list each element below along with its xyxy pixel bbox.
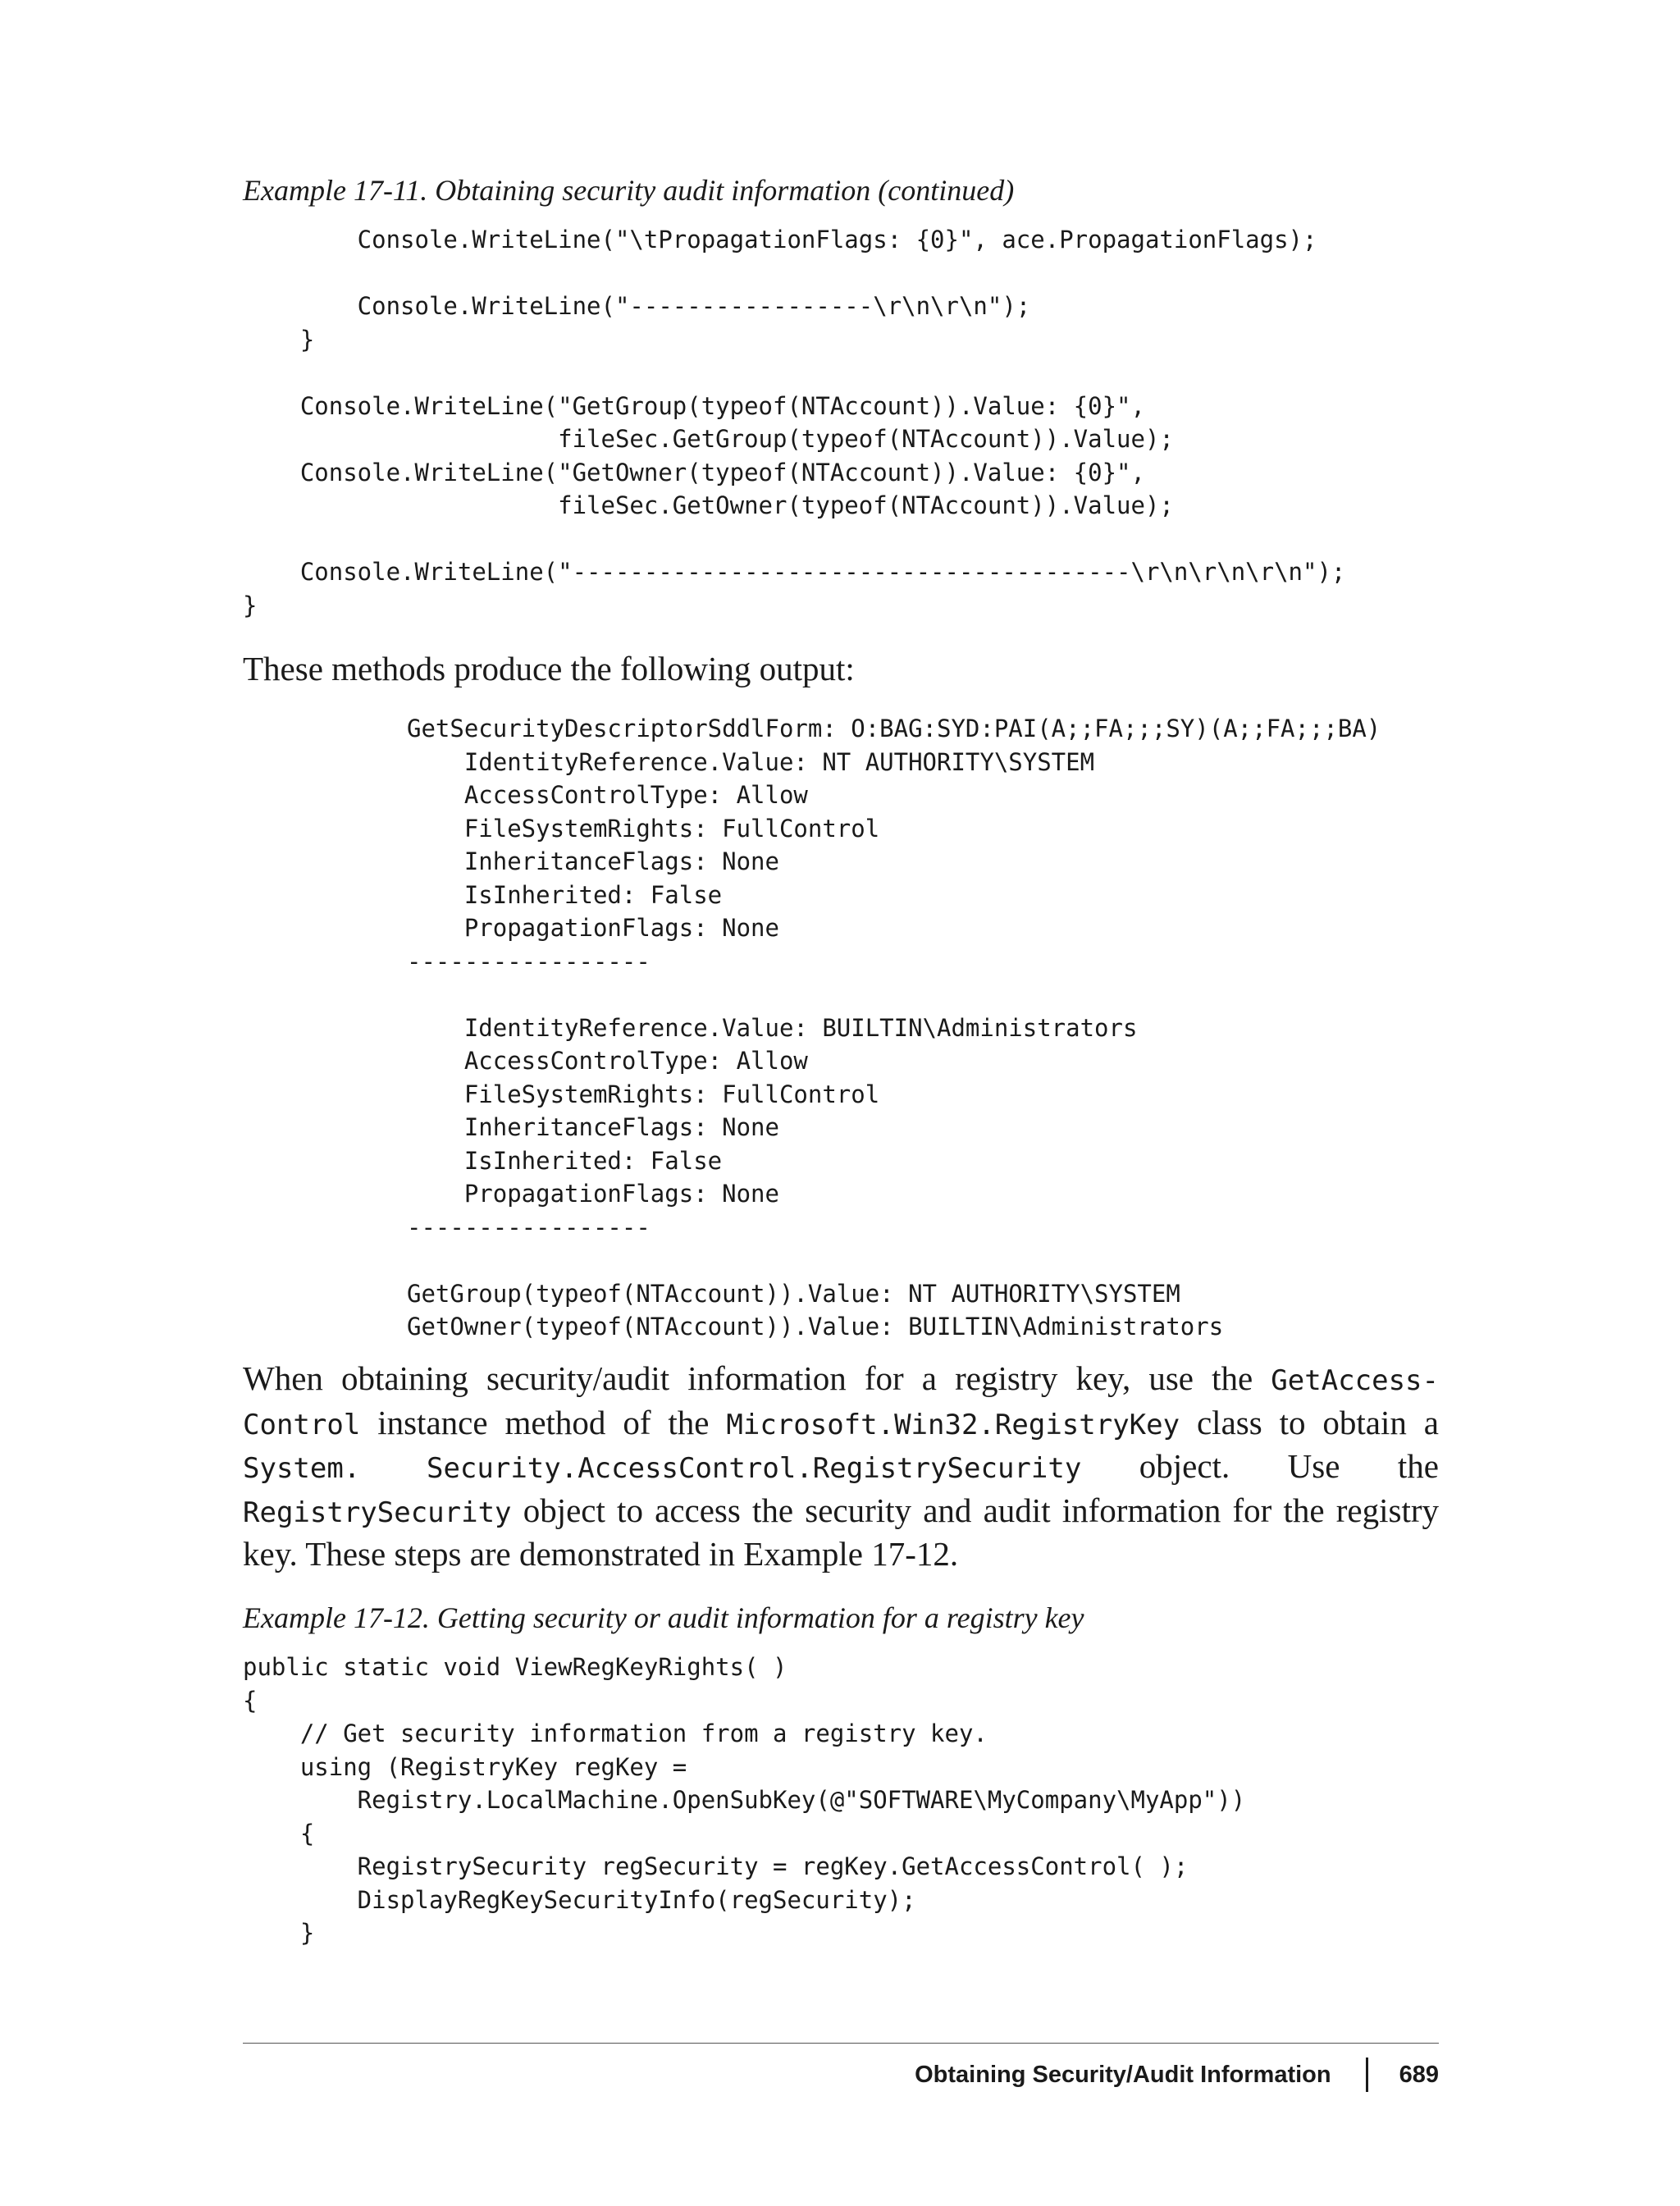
code-line: }: [243, 325, 315, 354]
inline-code: RegistrySecurity: [243, 1496, 512, 1529]
output-line: InheritanceFlags: None: [407, 1113, 779, 1141]
paragraph-text: object. Use the: [1081, 1447, 1440, 1485]
example-17-11-code: [243, 223, 1345, 622]
code-line: // Get security information from a registry key.: [243, 1720, 988, 1747]
inline-code: System. Security.AccessControl.RegistrySecurity: [243, 1452, 1082, 1485]
code-line: Registry.LocalMachine.OpenSubKey(@"SOFTWARE\MyCompany\MyApp")): [243, 1786, 1246, 1814]
code-line: }: [243, 591, 258, 619]
intro-paragraph: These methods produce the following output:: [243, 650, 855, 687]
inline-code: Microsoft.Win32.RegistryKey: [726, 1408, 1180, 1441]
code-line: DisplayRegKeySecurityInfo(regSecurity);: [243, 1885, 916, 1914]
code-line: public static void ViewRegKeyRights( ): [243, 1653, 788, 1681]
output-line: AccessControlType: Allow: [407, 781, 808, 809]
output-line: -----------------: [407, 1213, 651, 1241]
output-line: IsInherited: False: [407, 880, 723, 909]
code-line: {: [243, 1819, 315, 1847]
code-line: fileSec.GetOwner(typeof(NTAccount)).Value);: [243, 491, 1174, 519]
registry-paragraph: [243, 1358, 1439, 1575]
code-line: RegistrySecurity regSecurity = regKey.GetAccessControl( );: [243, 1852, 1189, 1880]
output-line: GetSecurityDescriptorSddlForm: O:BAG:SYD:PAI(A;;FA;;;SY)(A;;FA;;;BA): [407, 715, 1381, 742]
code-line: Console.WriteLine("\tPropagationFlags: {0}", ace.PropagationFlags);: [243, 226, 1317, 253]
paragraph-text: When obtaining security/audit information for a registry key, use the: [243, 1359, 1271, 1397]
output-line: PropagationFlags: None: [407, 914, 779, 942]
paragraph-text: class to obtain a: [1180, 1403, 1439, 1441]
output-line: GetGroup(typeof(NTAccount)).Value: NT AUTHORITY\SYSTEM: [407, 1279, 1180, 1308]
output-line: FileSystemRights: FullControl: [407, 814, 880, 843]
page-footer: [915, 2058, 1439, 2092]
output-line: AccessControlType: Allow: [407, 1047, 808, 1075]
code-line: using (RegistryKey regKey =: [243, 1752, 687, 1781]
output-line: GetOwner(typeof(NTAccount)).Value: BUILTIN\Administrators: [407, 1313, 1224, 1340]
output-line: FileSystemRights: FullControl: [407, 1080, 880, 1108]
output-line: -----------------: [407, 947, 651, 975]
code-line: fileSec.GetGroup(typeof(NTAccount)).Value);: [243, 425, 1174, 453]
code-line: Console.WriteLine("GetGroup(typeof(NTAccount)).Value: {0}",: [243, 391, 1145, 420]
output-line: IdentityReference.Value: NT AUTHORITY\SYSTEM: [407, 747, 1095, 776]
output-line: InheritanceFlags: None: [407, 847, 779, 875]
code-line: Console.WriteLine("---------------------------------------\r\n\r\n\r\n");: [243, 558, 1346, 586]
output-line: IdentityReference.Value: BUILTIN\Administrators: [407, 1013, 1138, 1042]
footer-rule: [243, 2043, 1439, 2044]
paragraph-text: instance method of the: [360, 1403, 727, 1441]
footer-section-title: Obtaining Security/Audit Information: [915, 2062, 1331, 2088]
example-17-12-caption: Example 17-12. Getting security or audit information for a registry key: [243, 1601, 1084, 1634]
footer-separator: [1366, 2058, 1368, 2092]
inline-code: GetAccess-Control: [243, 1364, 1439, 1441]
code-line: Console.WriteLine("-----------------\r\n\r\n");: [243, 292, 1031, 320]
output-line: IsInherited: False: [407, 1146, 723, 1175]
code-line: {: [243, 1686, 258, 1715]
program-output: [407, 712, 1381, 1344]
example-17-11-caption: Example 17-11. Obtaining security audit information (continued): [243, 174, 1015, 207]
example-17-12-code: [243, 1651, 1245, 1950]
code-line: }: [243, 1919, 315, 1947]
code-line: Console.WriteLine("GetOwner(typeof(NTAccount)).Value: {0}",: [243, 458, 1145, 486]
output-line: PropagationFlags: None: [407, 1180, 779, 1208]
page-number: 689: [1399, 2062, 1439, 2088]
paragraph-text: object to access the security and audit information for the registry key. These steps are demonstrated in Example 17-12.: [243, 1491, 1439, 1573]
